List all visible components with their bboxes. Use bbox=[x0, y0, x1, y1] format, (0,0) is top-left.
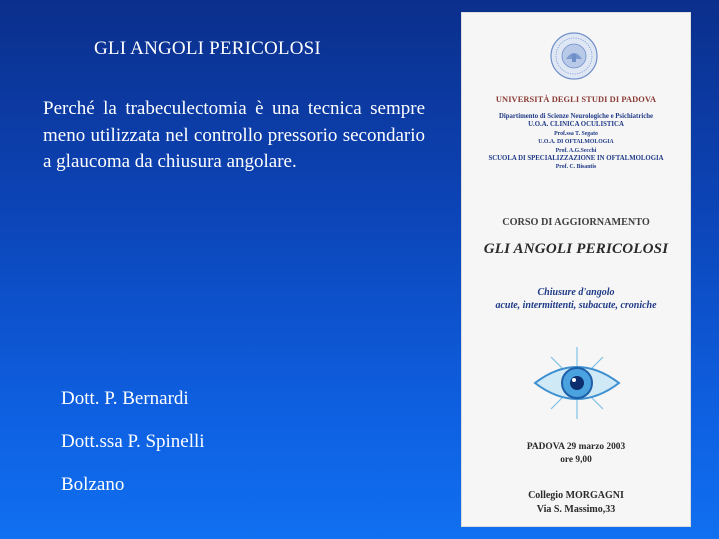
dept-line: U.O.A. CLINICA OCULISTICA bbox=[528, 121, 624, 129]
university-seal-icon bbox=[550, 32, 598, 80]
brochure-venue: Collegio MORGAGNI bbox=[528, 490, 624, 501]
dept-line: Prof.ssa T. Segato bbox=[554, 130, 598, 137]
slide-title: GLI ANGOLI PERICOLOSI bbox=[94, 38, 321, 59]
brochure-time: ore 9,00 bbox=[560, 455, 592, 465]
eye-logo-icon bbox=[529, 345, 625, 421]
slide-body-text: Perché la trabeculectomia è una tecnica sempre meno utilizzata nel controllo pressorio secondario a glaucoma da chiusura angolare. bbox=[43, 98, 425, 172]
brochure-title: GLI ANGOLI PERICOLOSI bbox=[483, 241, 669, 257]
course-brochure-image bbox=[461, 12, 691, 527]
author-location: Bolzano bbox=[61, 474, 125, 495]
dept-line: U.O.A. DI OFTALMOLOGIA bbox=[538, 139, 614, 146]
dept-line: Prof. A.G.Secchi bbox=[555, 147, 597, 154]
brochure-address: Via S. Massimo,33 bbox=[536, 504, 616, 515]
dept-line: SCUOLA DI SPECIALIZZAZIONE IN OFTALMOLOGIA bbox=[488, 155, 664, 163]
brochure-subtitle: Chiusure d'angolo bbox=[537, 287, 615, 298]
author-2: Dott.ssa P. Spinelli bbox=[61, 431, 205, 452]
brochure-department bbox=[461, 113, 691, 172]
brochure-course-label: CORSO DI AGGIORNAMENTO bbox=[502, 217, 650, 228]
author-list bbox=[61, 386, 205, 515]
brochure-date: PADOVA 29 marzo 2003 bbox=[526, 442, 626, 452]
brochure-subtitle-detail: acute, intermittenti, subacute, croniche bbox=[495, 300, 657, 311]
dept-line: Dipartimento di Scienze Neurologiche e Psichiatriche bbox=[498, 113, 654, 120]
brochure-university: UNIVERSITÀ DEGLI STUDI DI PADOVA bbox=[495, 95, 657, 104]
dept-line: Prof. C. Bisantis bbox=[555, 164, 597, 171]
author-1: Dott. P. Bernardi bbox=[61, 388, 189, 409]
